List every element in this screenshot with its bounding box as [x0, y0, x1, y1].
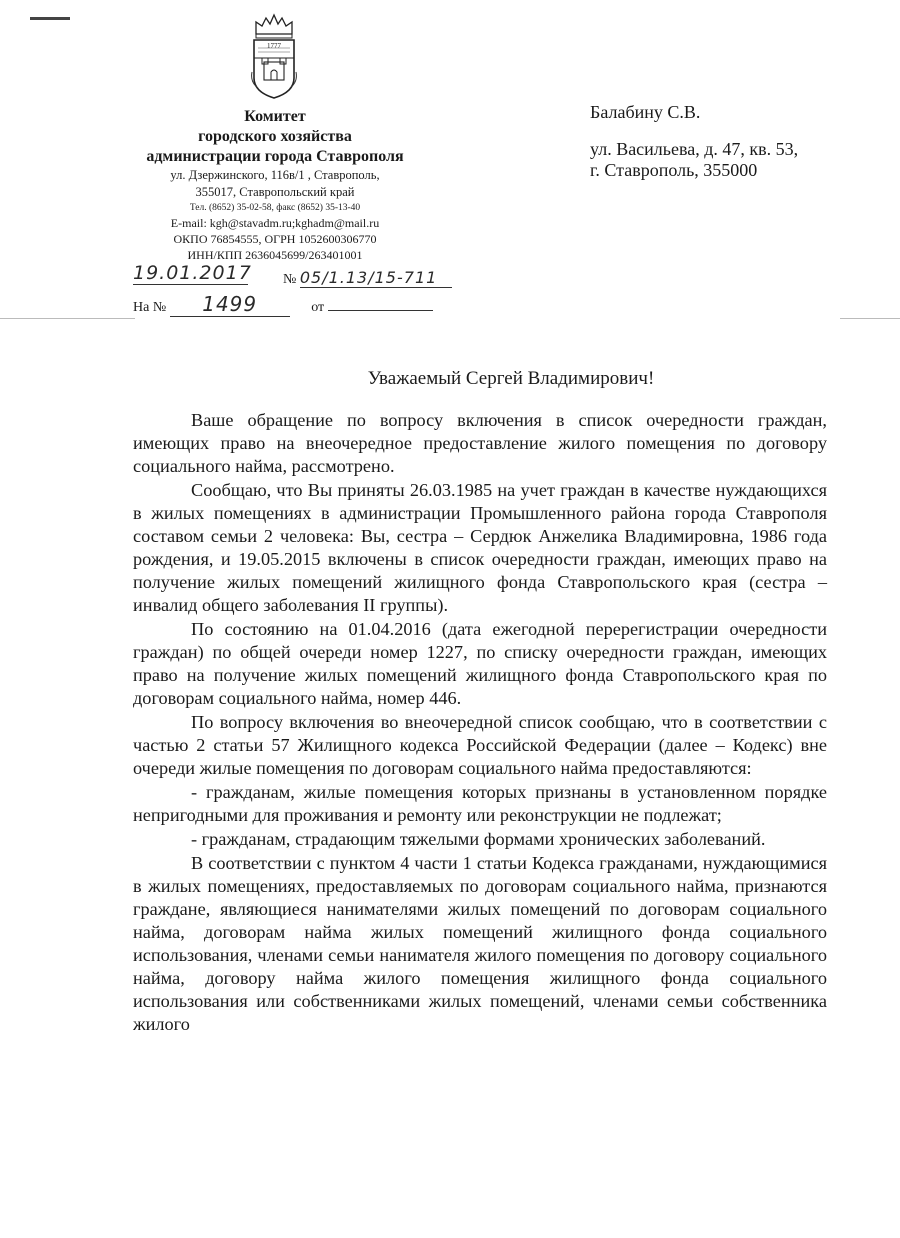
number-handwritten: 05/1.13/15-711	[300, 268, 452, 288]
greeting-text: Уважаемый Сергей Владимирович!	[367, 368, 655, 389]
sender-email: E-mail: kgh@stavadm.ru;kghadm@mail.ru	[170, 216, 380, 230]
paragraph: В соответствии с пунктом 4 части 1 статьи Кодекса гражданами, нуждающимися в жилых помещениях, предоставляемых по договорам социального найма, признаются граждане, являющиеся нанимателями жилых помещений по договорам социального найма, договорам найма жилых помещений жилищного фонда социального использования, членами семьи нанимателя жилого помещения по договору социального найма, договору найма жилого помещения жилищного фонда социального использования или собственниками жилых помещений, членами семьи собственника жилого	[133, 853, 827, 1034]
paragraph: По состоянию на 01.04.2016 (дата ежегодной перерегистрации очередности граждан) по общей очереди номер 1227, по списку очередности граждан, имеющих право на получение жилых помещений жилищного фонда Ставропольского края по договорам социального найма, номер 446.	[133, 619, 827, 708]
recipient-street: ул. Васильева, д. 47, кв. 53,	[590, 139, 799, 159]
scan-artifact	[30, 17, 70, 20]
date-handwritten: 19.01.2017	[133, 262, 252, 284]
sender-okpo: ОКПО 76854555, ОГРН 1052600306770	[173, 232, 377, 246]
sender-address: 355017, Ставропольский край	[195, 185, 355, 199]
sender-phone: Тел. (8652) 35-02-58, факс (8652) 35-13-40	[189, 203, 361, 213]
org-name-line: администрации города Ставрополя	[146, 148, 404, 165]
from-date-blank	[328, 310, 433, 311]
reply-number-handwritten: 1499	[170, 292, 290, 317]
greeting	[0, 368, 900, 390]
scan-artifact	[840, 318, 900, 319]
paragraph: Ваше обращение по вопросу включения в список очередности граждан, имеющих право на внеочередное предоставление жилого помещения по договору социального найма, рассмотрено.	[133, 410, 827, 476]
from-label: от	[311, 300, 325, 315]
paragraph: Сообщаю, что Вы приняты 26.03.1985 на учет граждан в качестве нуждающихся в жилых помещениях в администрации Промышленного района города Ставрополя составом семьи 2 человека: Вы, сестра – Сердюк Анжелика Владимировна, 1986 года рождения, и 19.05.2015 включены в список очередности граждан, имеющих право на получение жилых помещений жилищного фонда Ставропольского края (сестра – инвалид общего заболевания II группы).	[133, 480, 827, 615]
sender-inn: ИНН/КПП 2636045699/263401001	[187, 248, 363, 262]
number-label: №	[283, 272, 297, 287]
paragraph: По вопросу включения во внеочередной список сообщаю, что в соответствии с частью 2 статьи 57 Жилищного кодекса Российской Федерации (далее – Кодекс) вне очереди жилые помещения по договорам социального найма предоставляются:	[133, 712, 827, 778]
emblem-year: 1777	[267, 42, 281, 50]
org-name-line: Комитет	[244, 108, 306, 125]
list-item: - гражданам, жилые помещения которых признаны в установленном порядке непригодными для проживания и ремонту или реконструкции не подлежат;	[133, 782, 827, 825]
sender-address: ул. Дзержинского, 116в/1 , Ставрополь,	[170, 168, 380, 182]
recipient-name: Балабину С.В.	[590, 102, 701, 122]
coat-of-arms-emblem	[248, 12, 300, 102]
recipient-block	[590, 102, 798, 181]
org-name-line: городского хозяйства	[198, 128, 352, 145]
scan-artifact	[0, 318, 135, 319]
letter-body	[133, 409, 827, 1037]
reference-block	[133, 262, 463, 322]
recipient-city: г. Ставрополь, 355000	[590, 160, 758, 180]
sender-block	[110, 107, 440, 263]
reply-label: На №	[133, 300, 167, 315]
list-item: - гражданам, страдающим тяжелыми формами хронических заболеваний.	[191, 829, 766, 849]
